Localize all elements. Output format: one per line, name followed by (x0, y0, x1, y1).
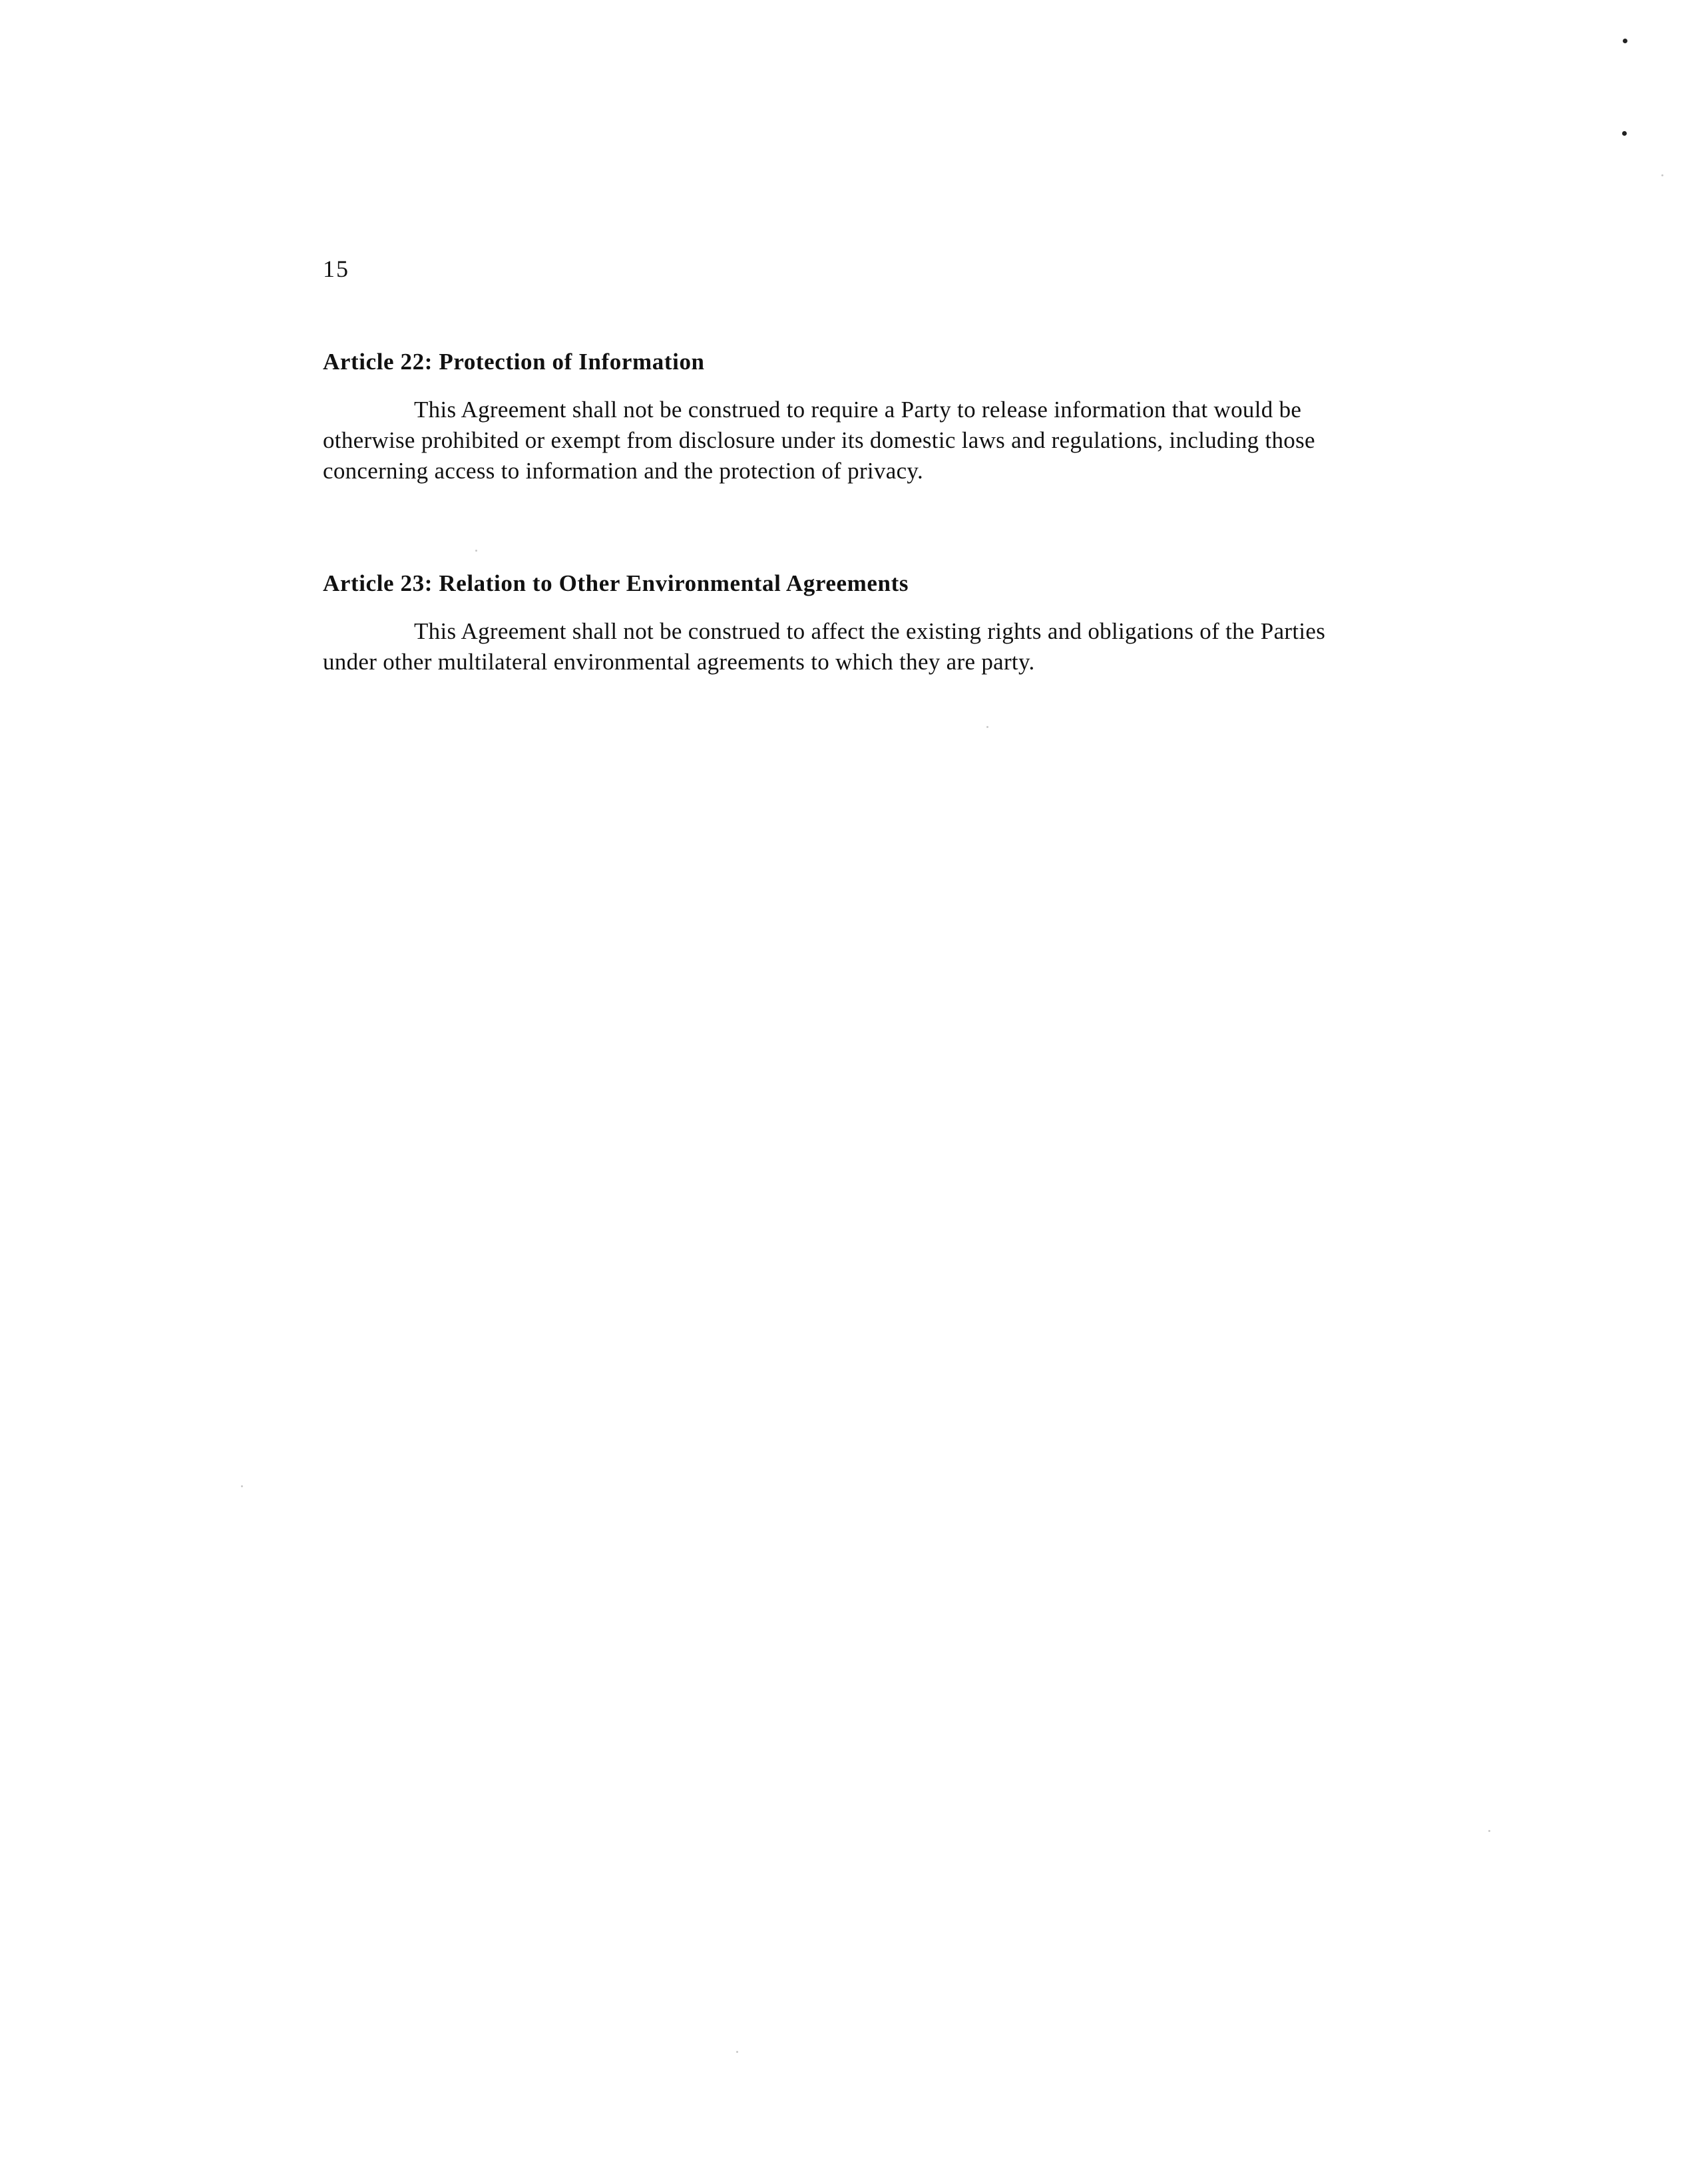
scan-speck (1661, 174, 1663, 176)
scan-mark (1623, 39, 1627, 43)
article-23 (323, 569, 1341, 677)
article-body: This Agreement shall not be construed to affect the existing rights and obligations of the Parties under other multilateral environmental agreements to which they are party. (323, 618, 1326, 675)
page-number: 15 (323, 256, 349, 282)
article-22 (323, 347, 1341, 486)
scan-speck (475, 550, 477, 552)
article-heading: Article 23: Relation to Other Environmental Agreements (323, 570, 909, 596)
scan-speck (1488, 1830, 1490, 1832)
scan-mark (1622, 131, 1627, 136)
scan-speck (241, 1485, 243, 1487)
scan-speck (736, 2051, 738, 2053)
article-heading: Article 22: Protection of Information (323, 349, 705, 375)
scan-speck (986, 726, 988, 728)
article-body: This Agreement shall not be construed to require a Party to release information that would be otherwise prohibited or exempt from disclosure under its domestic laws and regulations, including those concerning access to information and the protection of privacy. (323, 397, 1315, 484)
